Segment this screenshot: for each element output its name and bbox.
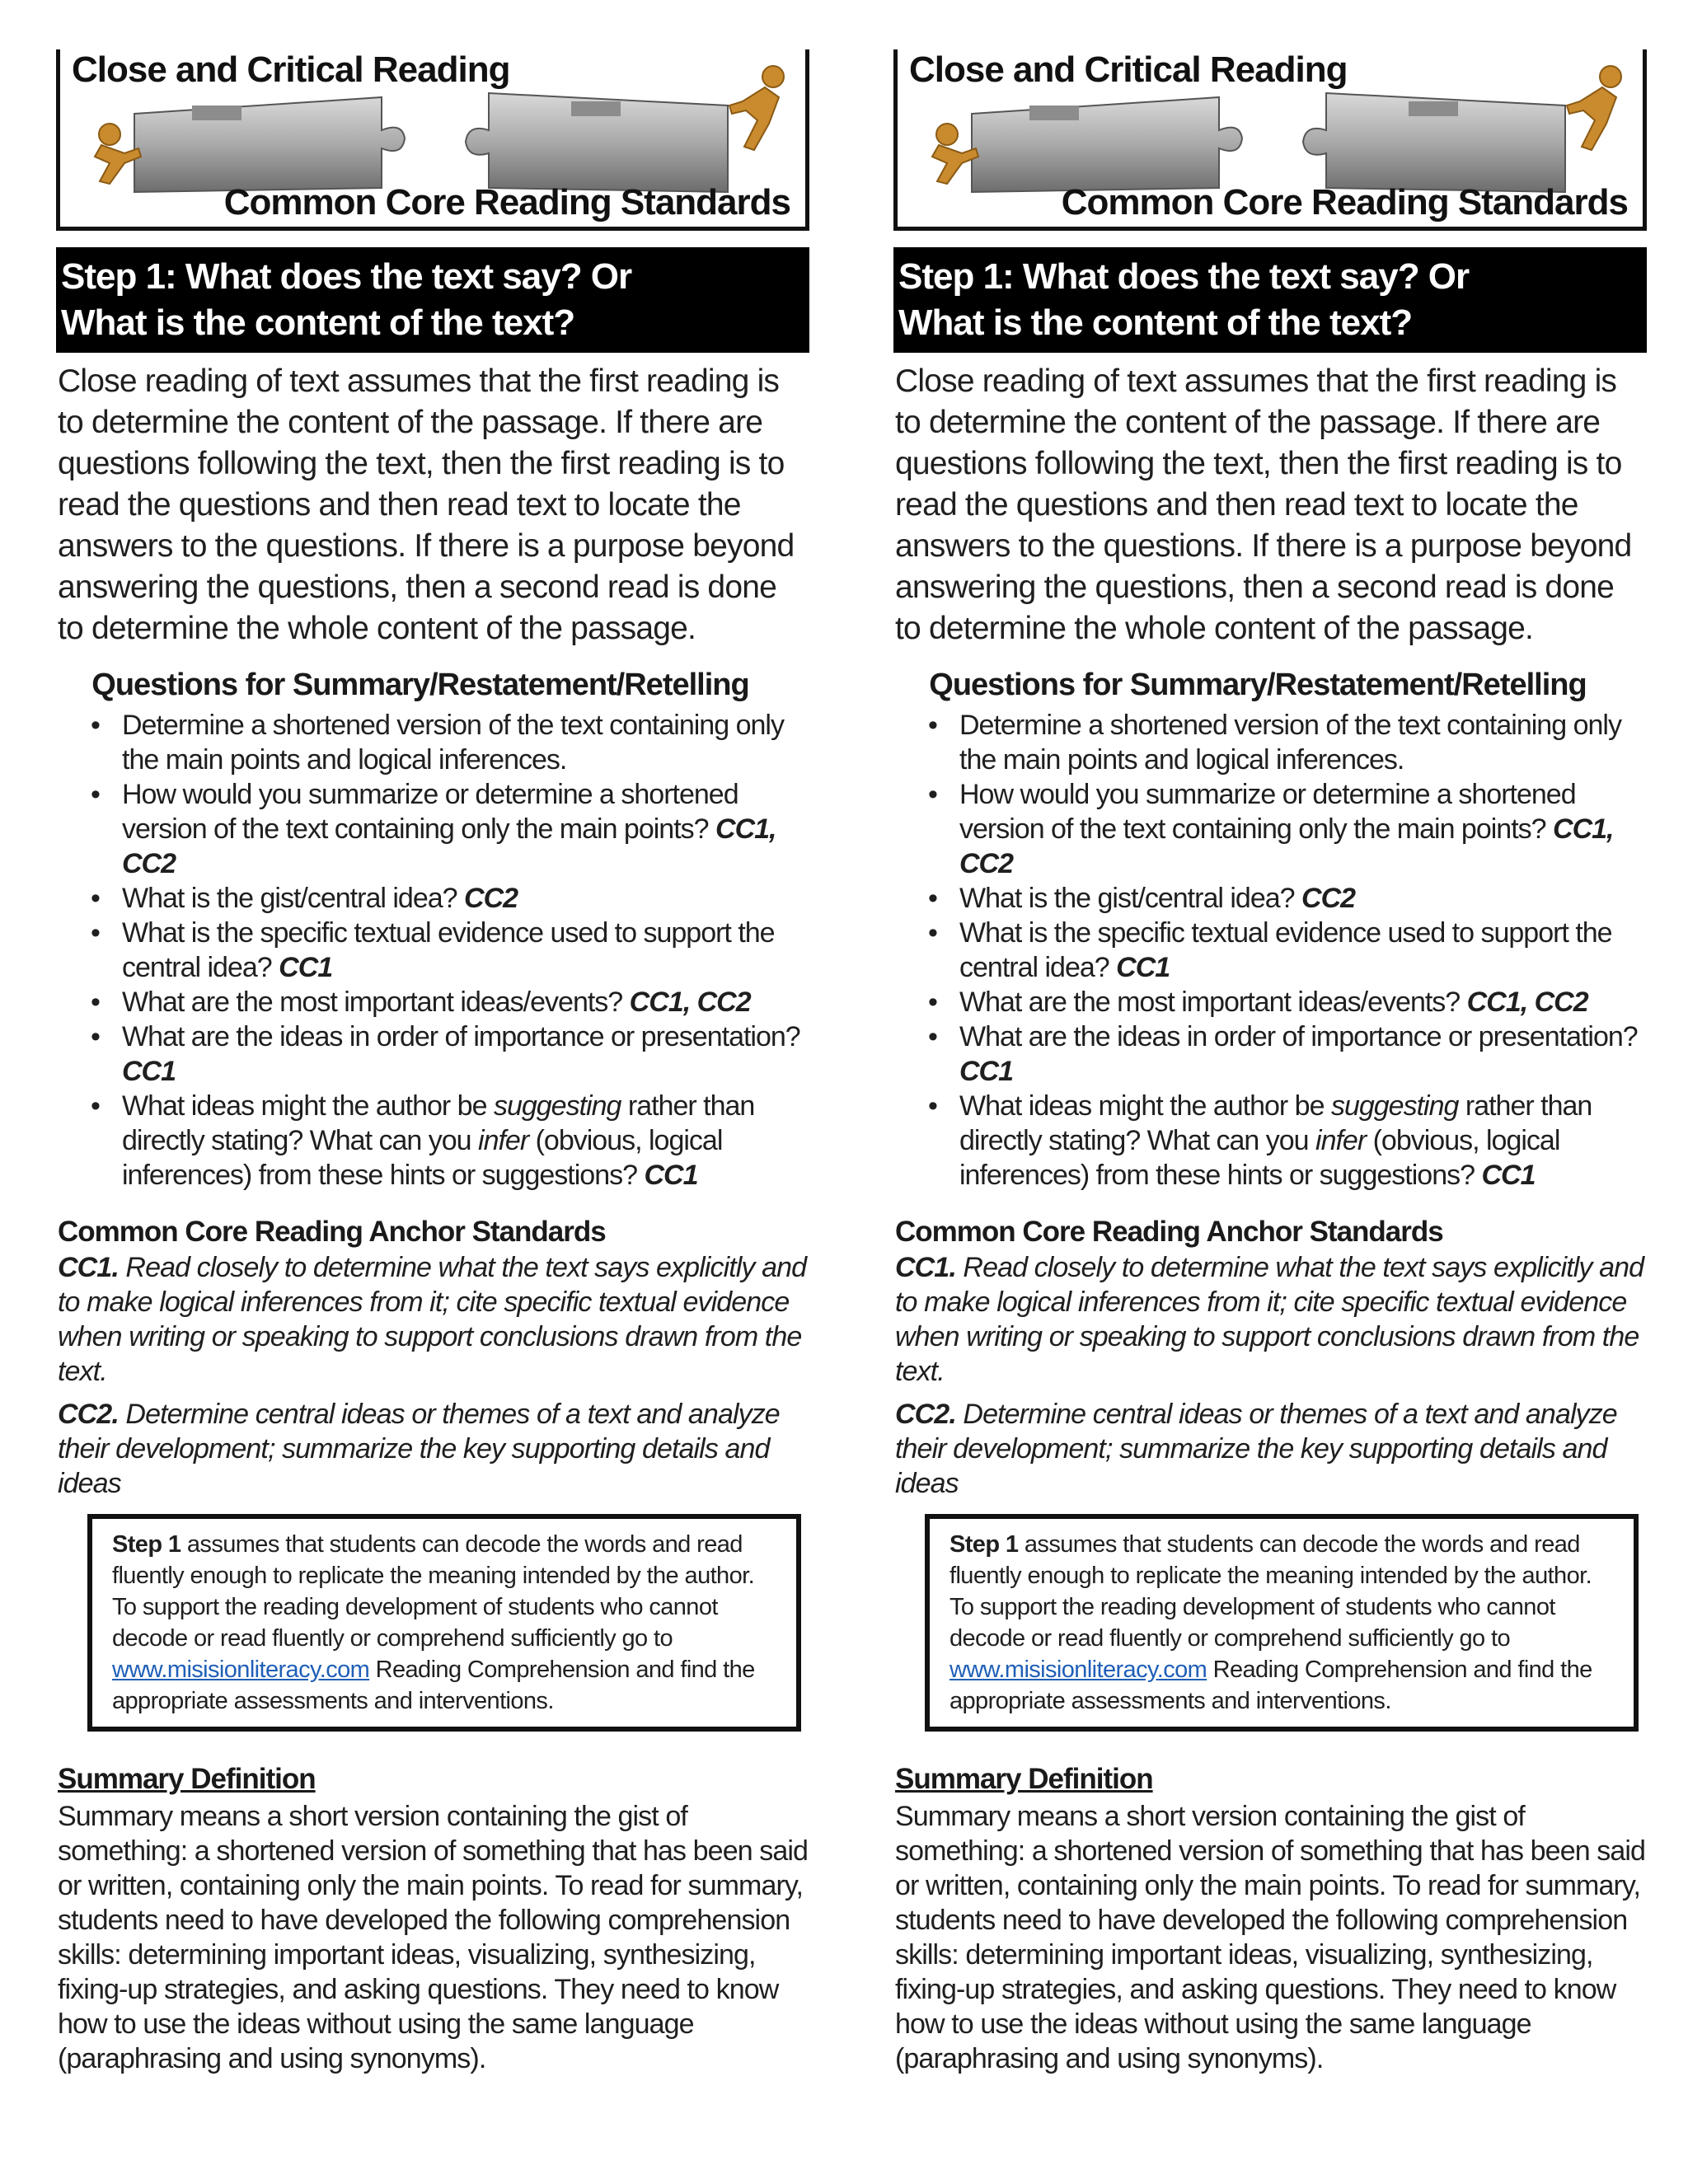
bullet-icon: • (91, 1090, 100, 1122)
summary-definition-title: Summary Definition (58, 1763, 316, 1795)
anchor-standards-title: Common Core Reading Anchor Standards (895, 1216, 1443, 1248)
list-item: • What are the ideas in order of importance or presentation? CC1 (91, 1021, 800, 1087)
list-item: • What is the specific textual evidence used to support the central idea? CC1 (91, 917, 775, 983)
bullet-icon: • (91, 883, 100, 914)
standard-tag: CC1 (122, 1056, 176, 1087)
bullet-icon: • (928, 917, 937, 949)
standard-tag: CC2 (1301, 883, 1356, 914)
step-header-line-1: Step 1: What does the text say? Or (898, 256, 1470, 297)
list-item: • How would you summarize or determine a shortened version of the text containing only the main points? CC1, CC2 (91, 779, 776, 879)
bullet-icon: • (91, 1021, 100, 1052)
bullet-icon: • (928, 883, 937, 914)
step-header-line-2: What is the content of the text? (61, 302, 575, 343)
step1-note-box: Step 1 assumes that students can decode the words and read fluently enough to replicate the meaning intended by the author. To support the reading development of students who cannot decode or read fluently or comprehend sufficiently go to www.misisionliteracy.com Reading Comprehension and find the appropriate assessments and interventions. (925, 1514, 1639, 1732)
left-flyer (56, 49, 809, 2076)
list-item: • What is the specific textual evidence used to support the central idea? CC1 (928, 917, 1612, 983)
bullet-icon: • (928, 710, 937, 741)
standard-cc1: CC1. Read closely to determine what the text says explicitly and to make logical inferences from it; cite specific textual evidence when writing or speaking to support conclusions drawn from the text. (58, 1252, 807, 1387)
step1-note-box: Step 1 assumes that students can decode the words and read fluently enough to replicate the meaning intended by the author. To support the reading development of students who cannot decode or read fluently or comprehend sufficiently go to www.misisionliteracy.com Reading Comprehension and find the appropriate assessments and interventions. (87, 1514, 801, 1732)
intro-paragraph: Close reading of text assumes that the first reading is to determine the content of the passage. If there are questions following the text, then the first reading is to read the questions and then read text to locate the answers to the questions. If there is a purpose beyond answering the questions, then a second read is done to determine the whole content of the passage. (58, 363, 795, 646)
list-item: • What is the gist/central idea? CC2 (928, 883, 1356, 914)
list-item: • How would you summarize or determine a shortened version of the text containing only the main points? CC1, CC2 (928, 779, 1614, 879)
standard-tag: CC1 (279, 952, 333, 983)
standard-tag: CC1, CC2 (629, 987, 751, 1018)
list-item: • What is the gist/central idea? CC2 (91, 883, 518, 914)
step-header-line-1: Step 1: What does the text say? Or (61, 256, 632, 297)
standard-tag: CC1 (1116, 952, 1170, 983)
intro-paragraph: Close reading of text assumes that the first reading is to determine the content of the passage. If there are questions following the text, then the first reading is to read the questions and then read text to locate the answers to the questions. If there is a purpose beyond answering the questions, then a second read is done to determine the whole content of the passage. (895, 363, 1632, 646)
misisionliteracy-link[interactable]: www.misisionliteracy.com (950, 1657, 1207, 1683)
summary-definition-text: Summary means a short version containing the gist of something: a shortened version of something that has been said or written, containing only the main points. To read for summary, students need to have developed the following comprehension skills: determining important ideas, visualizing, synthesizing, fixing-up strategies, and asking questions. They need to know how to use the ideas without using the same language (paraphrasing and using synonyms). (58, 1801, 809, 2074)
standard-tag: CC1 (959, 1056, 1014, 1087)
bullet-icon: • (91, 917, 100, 949)
banner (56, 49, 809, 231)
bullet-icon: • (91, 987, 100, 1018)
anchor-standards-title: Common Core Reading Anchor Standards (58, 1216, 606, 1248)
list-item: • Determine a shortened version of the text containing only the main points and logical inferences. (928, 710, 1621, 776)
standard-tag: CC1, CC2 (122, 813, 776, 879)
summary-definition-title: Summary Definition (895, 1763, 1153, 1795)
banner-subtitle: Common Core Reading Standards (1061, 182, 1628, 223)
banner-subtitle: Common Core Reading Standards (223, 182, 790, 223)
bullet-icon: • (928, 1021, 937, 1052)
bullet-icon: • (91, 779, 100, 810)
questions-list (56, 708, 809, 1193)
list-item: • Determine a shortened version of the text containing only the main points and logical inferences. (91, 710, 784, 776)
list-item: • What are the most important ideas/events? CC1, CC2 (928, 987, 1588, 1018)
banner (893, 49, 1647, 231)
bullet-icon: • (928, 779, 937, 810)
standard-cc1: CC1. Read closely to determine what the text says explicitly and to make logical inferences from it; cite specific textual evidence when writing or speaking to support conclusions drawn from the text. (895, 1252, 1644, 1387)
list-item: • What ideas might the author be suggesting rather than directly stating? What can you infer (obvious, logical inferences) from these hints or suggestions? CC1 (928, 1090, 1592, 1191)
questions-title: Questions for Summary/Restatement/Retelling (91, 668, 749, 702)
standard-tag: CC2 (464, 883, 518, 914)
banner-title: Close and Critical Reading (72, 49, 510, 90)
standard-tag: CC1 (644, 1160, 698, 1191)
standard-tag: CC1 (1481, 1160, 1536, 1191)
misisionliteracy-link[interactable]: www.misisionliteracy.com (112, 1657, 370, 1683)
summary-definition-text: Summary means a short version containing the gist of something: a shortened version of something that has been said or written, containing only the main points. To read for summary, students need to have developed the following comprehension skills: determining important ideas, visualizing, synthesizing, fixing-up strategies, and asking questions. They need to know how to use the ideas without using the same language (paraphrasing and using synonyms). (895, 1801, 1646, 2074)
questions-list (893, 708, 1647, 1193)
list-item: • What are the ideas in order of importance or presentation? CC1 (928, 1021, 1638, 1087)
standard-tag: CC1, CC2 (1466, 987, 1588, 1018)
bullet-icon: • (91, 710, 100, 741)
right-flyer (893, 49, 1647, 2076)
standard-tag: CC1, CC2 (959, 813, 1614, 879)
standard-cc2: CC2. Determine central ideas or themes of a text and analyze their development; summarize the key supporting details and ideas (58, 1399, 780, 1499)
standard-cc2: CC2. Determine central ideas or themes of a text and analyze their development; summarize the key supporting details and ideas (895, 1399, 1617, 1499)
bullet-icon: • (928, 987, 937, 1018)
bullet-icon: • (928, 1090, 937, 1122)
questions-title: Questions for Summary/Restatement/Retelling (929, 668, 1587, 702)
step-header-line-2: What is the content of the text? (898, 302, 1413, 343)
list-item: • What ideas might the author be suggesting rather than directly stating? What can you infer (obvious, logical inferences) from these hints or suggestions? CC1 (91, 1090, 755, 1191)
step-header (893, 247, 1647, 353)
list-item: • What are the most important ideas/events? CC1, CC2 (91, 987, 751, 1018)
banner-title: Close and Critical Reading (909, 49, 1348, 90)
step-header (56, 247, 809, 353)
